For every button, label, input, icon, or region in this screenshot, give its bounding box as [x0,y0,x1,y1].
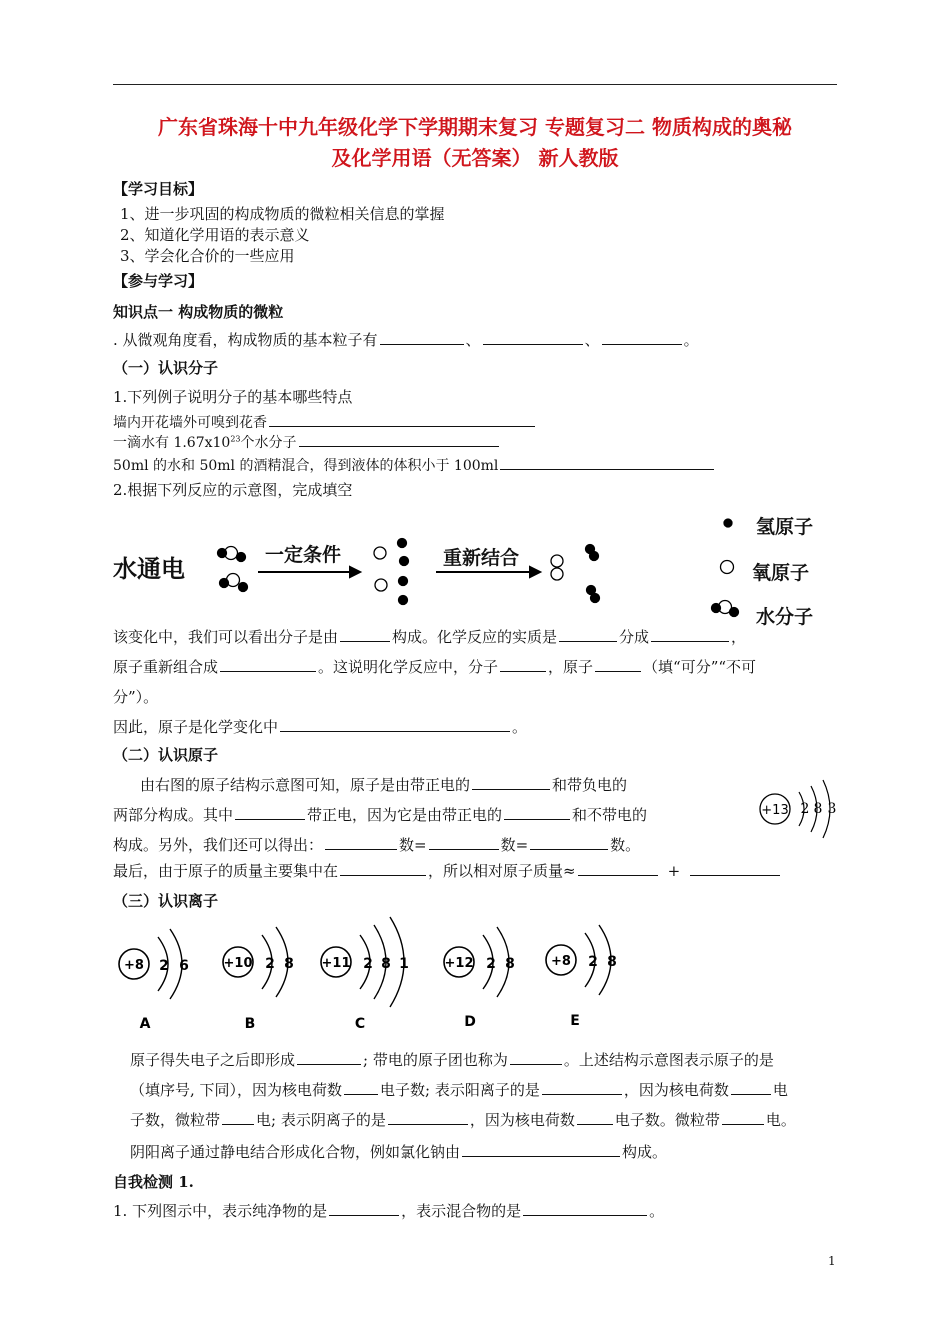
text: ，因为核电荷数 [623,1081,729,1099]
shell-electrons: 8 [381,956,391,972]
nucleus-charge: +8 [124,958,144,973]
objective-item: 3、学会化合价的一些应用 [120,247,295,265]
text: 阴阳离子通过静电结合形成化合物，例如氯化钠由 [130,1143,461,1161]
arrow-1 [258,567,360,577]
answer-blank[interactable] [500,657,546,672]
legend-oxygen-label: 氧原子 [752,562,810,584]
answer-blank[interactable] [690,861,780,876]
atom-line-4 [113,860,782,881]
selftest-q1 [113,1200,664,1221]
text: 构成。化学反应的实质是 [392,628,558,646]
shell-electrons: 3 [827,801,837,817]
text: 电; 表示阴离子的是 [256,1111,386,1129]
text: ，表示混合物的是 [401,1202,522,1220]
text: 电子数; 表示阳离子的是 [380,1081,540,1099]
molecule-q1: 1.下列例子说明分子的基本哪些特点 [113,388,353,406]
text: ，原子 [548,658,594,676]
shell-electrons: 2 [265,956,275,972]
reaction-diagram [0,0,950,640]
shell-electrons: 6 [179,958,189,974]
nucleus-charge: +12 [444,956,474,971]
text: 子数，微粒带 [130,1111,221,1129]
text: 。这说明化学反应中，分子 [318,658,499,676]
nucleus-charge: +11 [321,956,351,971]
diagram-label: A [139,1016,151,1032]
diagram-label: E [570,1013,580,1029]
text: 分成 [619,628,650,646]
legend-icons [712,519,739,617]
period: 。 [683,331,699,349]
diagram-label: B [244,1016,256,1032]
document-title-line1: 广东省珠海十中九年级化学下学期期末复习 专题复习二 物质构成的奥秘 [158,115,792,139]
text: 电子数。微粒带 [614,1111,720,1129]
objective-item: 1、进一步巩固的构成物质的微粒相关信息的掌握 [120,205,445,223]
document-title-line2: 及化学用语（无答案） 新人教版 [331,146,619,170]
selftest-heading: 自我检测 1. [113,1173,194,1191]
ion-structure-diagrams [0,915,950,1040]
shell-electrons: 2 [486,956,496,972]
ion-diagram-A [119,929,189,1032]
separator: 、 [465,331,481,349]
atom-line-2 [113,804,647,825]
nucleus-charge: +13 [761,803,789,818]
shell-electrons: 2 [800,801,810,817]
atom-heading: （二）认识原子 [113,746,219,764]
ion-heading: （三）认识离子 [113,892,219,910]
reaction-line-3: 分”）。 [113,688,159,706]
answer-blank[interactable] [578,861,658,876]
answer-blank[interactable] [325,835,397,850]
water-molecules [218,547,248,592]
page-number: 1 [828,1254,836,1268]
atom-line-3 [113,834,640,855]
ion-diagram-E [546,925,617,1029]
diagram-label: C [354,1016,366,1032]
answer-blank[interactable] [388,1110,468,1125]
example-text: 50ml 的水和 50ml 的酒精混合，得到液体的体积小于 100ml [113,458,499,474]
answer-blank[interactable] [329,1201,399,1216]
text: ，所以相对原子质量≈ [428,862,576,880]
answer-blank[interactable] [523,1201,647,1216]
text: 1. 下列图示中，表示纯净物的是 [113,1202,328,1220]
reaction-line-4 [113,716,527,737]
text: 和不带电的 [572,806,648,824]
molecule-q2: 2.根据下列反应的示意图，完成填空 [113,481,353,499]
arrow-2 [436,567,540,577]
shell-electrons: 8 [813,801,823,817]
text: 原子得失电子之后即形成 [130,1051,296,1069]
text: 带正电，因为它是由带正电的 [307,806,503,824]
answer-blank[interactable] [340,627,390,642]
reaction-line-2 [113,656,756,677]
ion-diagram-D [444,927,515,1030]
answer-blank[interactable] [340,861,426,876]
text: 该变化中，我们可以看出分子是由 [113,628,339,646]
text: 和带负电的 [552,776,628,794]
answer-blank[interactable] [222,1110,254,1125]
water-electrolysis-label: 水通电 [113,555,185,583]
answer-blank[interactable] [462,1142,620,1157]
plus-sign: + [667,862,681,880]
example-text: 个水分子 [240,435,297,451]
example-text: 一滴水有 1.67x10 [113,435,231,451]
text: ，因为核电荷数 [469,1111,575,1129]
shell-electrons: 2 [363,956,373,972]
text: （填“可分”“不可 [643,658,757,676]
shell-electrons: 8 [284,956,294,972]
answer-blank[interactable] [559,627,617,642]
ion-line-3 [130,1109,796,1130]
answer-blank[interactable] [651,627,729,642]
arrow1-label: 一定条件 [265,544,342,566]
exponent: 23 [230,434,241,444]
answer-blank[interactable] [504,805,570,820]
arrow2-label: 重新结合 [443,547,520,569]
legend-hydrogen-label: 氢原子 [756,516,814,538]
text: 数= [399,836,427,854]
answer-blank[interactable] [595,657,641,672]
hydrogen-atom-icon [724,519,732,527]
answer-blank[interactable] [297,1050,361,1065]
ion-diagram-C [321,917,409,1032]
answer-blank[interactable] [220,657,316,672]
text: 构成。 [622,1143,668,1161]
ion-line-2 [130,1079,788,1100]
participate-heading: 【参与学习】 [113,272,204,290]
ion-line-1 [130,1049,774,1070]
answer-blank[interactable] [280,717,510,732]
answer-blank[interactable] [472,775,550,790]
oxygen-atom-icon [721,561,734,574]
nucleus-charge: +8 [551,954,571,969]
text: 因此，原子是化学变化中 [113,718,279,736]
text: 电。 [765,1111,796,1129]
text: 电 [772,1081,788,1099]
text: 两部分构成。其中 [113,806,234,824]
answer-blank[interactable] [344,1080,378,1095]
water-molecule-icon [712,601,739,617]
atom-structure-diagram [755,780,850,845]
answer-blank[interactable] [577,1110,613,1125]
text: 数。 [610,836,641,854]
shell-electrons: 1 [399,956,409,972]
objectives-heading: 【学习目标】 [113,180,204,198]
answer-blank[interactable] [429,835,499,850]
answer-blank[interactable] [235,805,305,820]
text: ; 带电的原子团也称为 [363,1051,508,1069]
kp1-heading: 知识点一 构成物质的微粒 [113,303,284,321]
text: （填序号, 下同），因为核电荷数 [130,1081,343,1099]
text: 最后，由于原子的质量主要集中在 [113,862,339,880]
objective-item: 2、知道化学用语的表示意义 [120,226,310,244]
separated-atoms [374,539,409,605]
separator: 、 [584,331,600,349]
shell-electrons: 8 [505,956,515,972]
molecule-heading: （一）认识分子 [113,359,219,377]
text: 原子重新组合成 [113,658,219,676]
atom-line-1 [140,774,627,795]
new-molecules [551,545,600,603]
shell-electrons: 2 [588,954,598,970]
text: 由右图的原子结构示意图可知，原子是由带正电的 [140,776,471,794]
answer-blank[interactable] [530,835,608,850]
text: 。上述结构示意图表示原子的是 [563,1051,774,1069]
text: 构成。另外，我们还可以得出： [113,836,324,854]
diagram-label: D [464,1014,476,1030]
ion-line-4 [130,1141,667,1162]
answer-blank[interactable] [731,1080,771,1095]
shell-electrons: 2 [159,958,169,974]
example-text: 墙内开花墙外可嗅到花香 [113,415,267,431]
nucleus-charge: +10 [223,956,253,971]
answer-blank[interactable] [542,1080,622,1095]
text: 。 [649,1202,665,1220]
ion-diagram-B [223,927,294,1032]
answer-blank[interactable] [722,1110,764,1125]
legend-water-label: 水分子 [756,606,814,628]
text: 。 [512,718,528,736]
text: 数= [500,836,529,854]
answer-blank[interactable] [510,1050,562,1065]
reaction-line-1 [113,626,746,647]
shell-electrons: 8 [607,954,617,970]
kp1-intro: . 从微观角度看，构成物质的基本粒子有 [113,331,378,349]
text: ， [731,628,747,646]
